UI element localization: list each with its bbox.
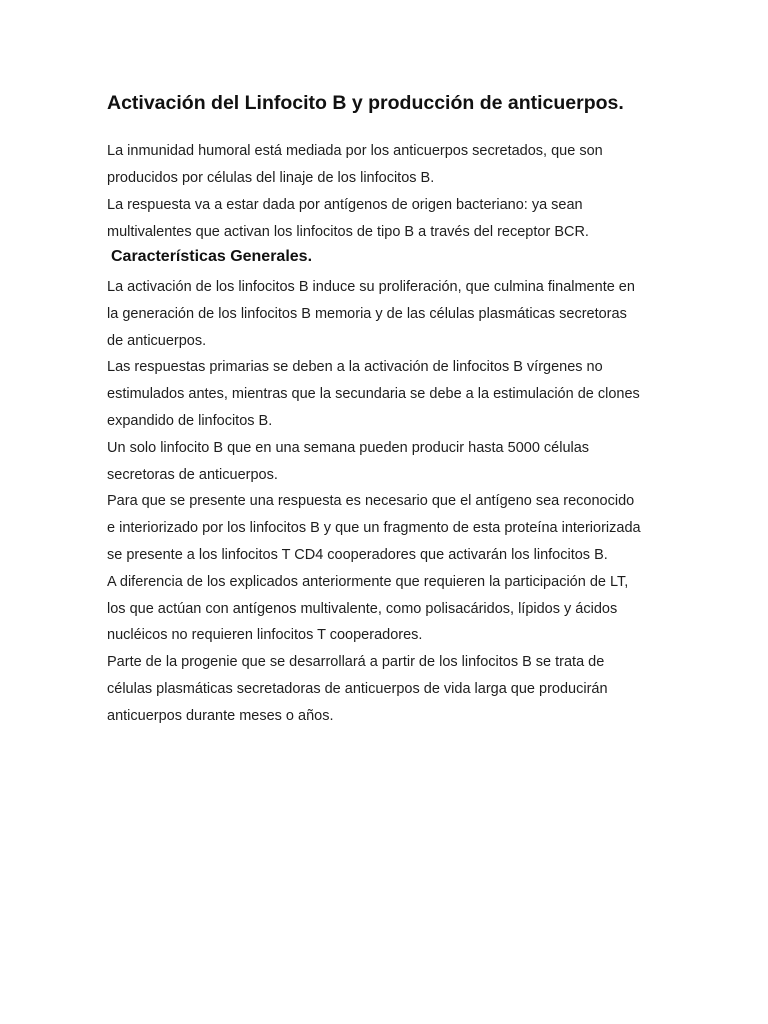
text-line: los que actúan con antígenos multivalente, como polisacáridos, lípidos y ácidos [107, 600, 618, 617]
body-paragraph [107, 274, 667, 730]
text-line: Un solo linfocito B que en una semana pueden producir hasta 5000 células [107, 439, 590, 456]
document-title: Activación del Linfocito B y producción de anticuerpos. [107, 92, 624, 114]
text-line: producidos por células del linaje de los linfocitos B. [107, 170, 435, 186]
section-heading: Características Generales. [111, 248, 313, 265]
text-line: la generación de los linfocitos B memoria y de las células plasmáticas secretoras [107, 305, 627, 322]
text-line: A diferencia de los explicados anteriormente que requieren la participación de LT, [107, 573, 629, 590]
text-line: anticuerpos durante meses o años. [107, 707, 334, 724]
text-line: expandido de linfocitos B. [107, 412, 273, 429]
text-line: estimulados antes, mientras que la secundaria se debe a la estimulación de clones [107, 386, 640, 403]
text-line: de anticuerpos. [107, 332, 207, 349]
text-line: secretoras de anticuerpos. [107, 466, 278, 483]
text-line: La activación de los linfocitos B induce su proliferación, que culmina finalmente en [107, 279, 635, 295]
text-line: multivalentes que activan los linfocitos de tipo B a través del receptor BCR. [107, 224, 589, 240]
text-line: Las respuestas primarias se deben a la activación de linfocitos B vírgenes no [107, 359, 603, 376]
text-line: se presente a los linfocitos T CD4 cooperadores que activarán los linfocitos B. [107, 546, 608, 563]
text-line: La respuesta va a estar dada por antígenos de origen bacteriano: ya sean [107, 197, 583, 213]
text-line: células plasmáticas secretadoras de anticuerpos de vida larga que producirán [107, 680, 608, 697]
text-line: La inmunidad humoral está mediada por los anticuerpos secretados, que son [107, 143, 603, 159]
text-line: nucléicos no requieren linfocitos T cooperadores. [107, 627, 423, 644]
text-line: e interiorizado por los linfocitos B y que un fragmento de esta proteína interiorizada [107, 520, 641, 537]
intro-paragraph [107, 138, 667, 246]
text-line: Para que se presente una respuesta es necesario que el antígeno sea reconocido [107, 493, 635, 510]
text-line: Parte de la progenie que se desarrollará a partir de los linfocitos B se trata de [107, 654, 605, 671]
